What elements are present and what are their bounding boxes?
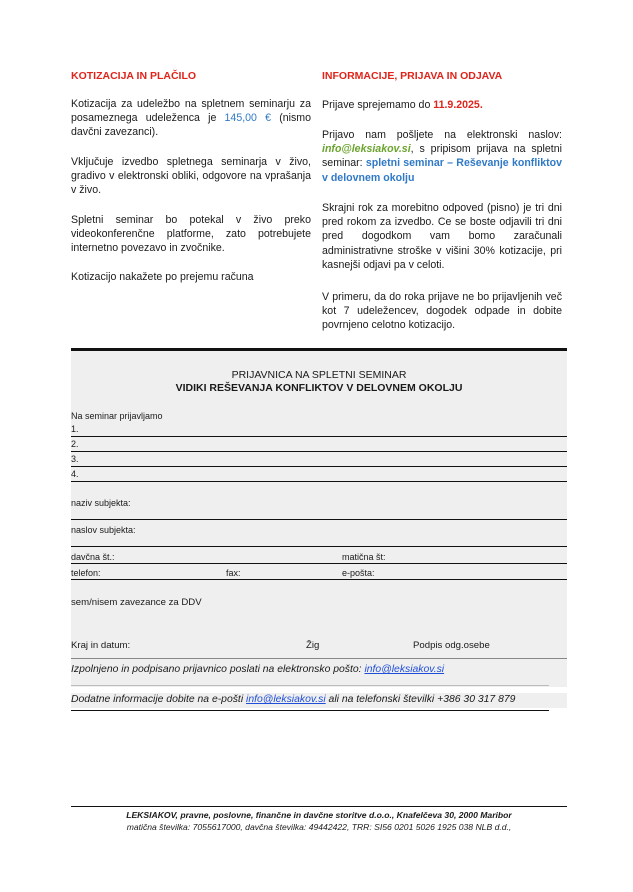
- additional-info-phone: ali na telefonski številki +386 30 317 879: [325, 694, 516, 705]
- additional-info-note: [71, 693, 567, 708]
- phone-label: telefon:: [71, 568, 101, 578]
- registration-form: [71, 348, 567, 687]
- application-text: Prijavo nam pošljete na elektronski naslov:: [322, 129, 562, 141]
- cancellation-paragraph: Skrajni rok za morebitno odpoved (pisno) je tri dni pred rokom za izvedbo. Ce se boste odjavili tri dni pred dogodkom vam bomo zaračunali administrativne stroške v višini 30% kotizacije, pri kasnejši odjavi pa v celoti.: [322, 202, 562, 271]
- application-subject: spletni seminar – Reševanje konfliktov v delovnem okolju: [322, 157, 562, 184]
- participant-line-4[interactable]: [71, 481, 567, 482]
- info-underline: [71, 710, 549, 711]
- fax-label: fax:: [226, 568, 241, 578]
- send-form-text: Izpolnjeno in podpisano prijavnico poslati na elektronsko pošto:: [71, 664, 365, 675]
- participant-line-1[interactable]: [71, 436, 567, 437]
- form-subtitle: VIDIKI REŠEVANJA KONFLIKTOV V DELOVNEM OKOLJU: [175, 382, 463, 394]
- stamp-label: Žig: [306, 640, 320, 651]
- subject-name-field[interactable]: [71, 519, 567, 520]
- footer-registration: matična številka: 7055617000, davčna številka: 49442422, TRR: SI56 0201 5026 1925 038 NLB d.d.,: [126, 822, 512, 832]
- participant-number-2: 2.: [71, 439, 79, 449]
- participant-line-2[interactable]: [71, 451, 567, 452]
- fee-price: 145,00 €: [224, 112, 272, 125]
- divider: [71, 685, 549, 686]
- form-title: PRIJAVNICA NA SPLETNI SEMINAR: [231, 369, 407, 381]
- additional-info-text: Dodatne informacije dobite na e-pošti: [71, 694, 247, 705]
- deadline-text: Prijave sprejemamo do: [322, 99, 434, 111]
- deadline-paragraph: [322, 98, 562, 112]
- footer-company: LEKSIAKOV, pravne, poslovne, finančne in davčne storitve d.o.o., Knafelčeva 30, 2000 Maribor: [126, 810, 512, 820]
- send-form-note: [71, 664, 444, 675]
- section-heading-info: INFORMACIJE, PRIJAVA IN ODJAVA: [322, 70, 503, 82]
- section-heading-fee: KOTIZACIJA IN PLAČILO: [71, 70, 197, 82]
- additional-info-email-link[interactable]: info@leksiakov.si: [246, 694, 326, 705]
- fee-paragraph: [71, 97, 311, 140]
- minimum-participants-paragraph: V primeru, da do roka prijave ne bo prijavljenih več kot 7 udeležencev, dogodek odpade in dobite povrnjeno celotno kotizacijo.: [322, 291, 562, 332]
- fee-text-end: (nismo davčni zavezanci).: [71, 112, 311, 139]
- contact-field[interactable]: [71, 579, 567, 580]
- fee-text: Kotizacija za udeležbo na spletnem seminarju za posameznega udeleženca je: [71, 98, 311, 125]
- includes-paragraph: Vključuje izvedbo spletnega seminarja v živo, gradivo v elektronski obliki, odgovore na vprašanja v živo.: [71, 156, 311, 197]
- participants-label: Na seminar prijavljamo: [71, 411, 163, 421]
- registration-number-label: matična št:: [342, 552, 386, 562]
- application-text-mid: , s pripisom prijava na spletni seminar:: [322, 143, 562, 170]
- application-email-link[interactable]: info@leksiakov.si: [322, 143, 411, 156]
- participant-line-3[interactable]: [71, 466, 567, 467]
- tax-registration-field[interactable]: [71, 563, 567, 564]
- application-paragraph: [322, 128, 562, 185]
- vat-status-text: sem/nisem zavezance za DDV: [71, 597, 202, 608]
- place-date-label: Kraj in datum:: [71, 640, 131, 651]
- participant-number-1: 1.: [71, 424, 79, 434]
- subject-name-label: naziv subjekta:: [71, 498, 131, 508]
- send-form-email-link[interactable]: info@leksiakov.si: [364, 664, 445, 675]
- footer-rule: [71, 806, 567, 807]
- participant-number-4: 4.: [71, 469, 79, 479]
- signature-line[interactable]: [71, 658, 567, 659]
- platform-paragraph: Spletni seminar bo potekal v živo preko videokonferenčne platforme, zato potrebujete internetno povezavo in zvočnike.: [71, 214, 311, 255]
- subject-address-label: naslov subjekta:: [71, 525, 136, 535]
- deadline-date: 11.9.2025.: [433, 99, 483, 111]
- tax-number-label: davčna št.:: [71, 552, 115, 562]
- subject-address-field[interactable]: [71, 546, 567, 547]
- signature-label: Podpis odg.osebe: [413, 640, 490, 651]
- email-label: e-pošta:: [342, 568, 375, 578]
- payment-paragraph: Kotizacijo nakažete po prejemu računa: [71, 271, 254, 283]
- participant-number-3: 3.: [71, 454, 79, 464]
